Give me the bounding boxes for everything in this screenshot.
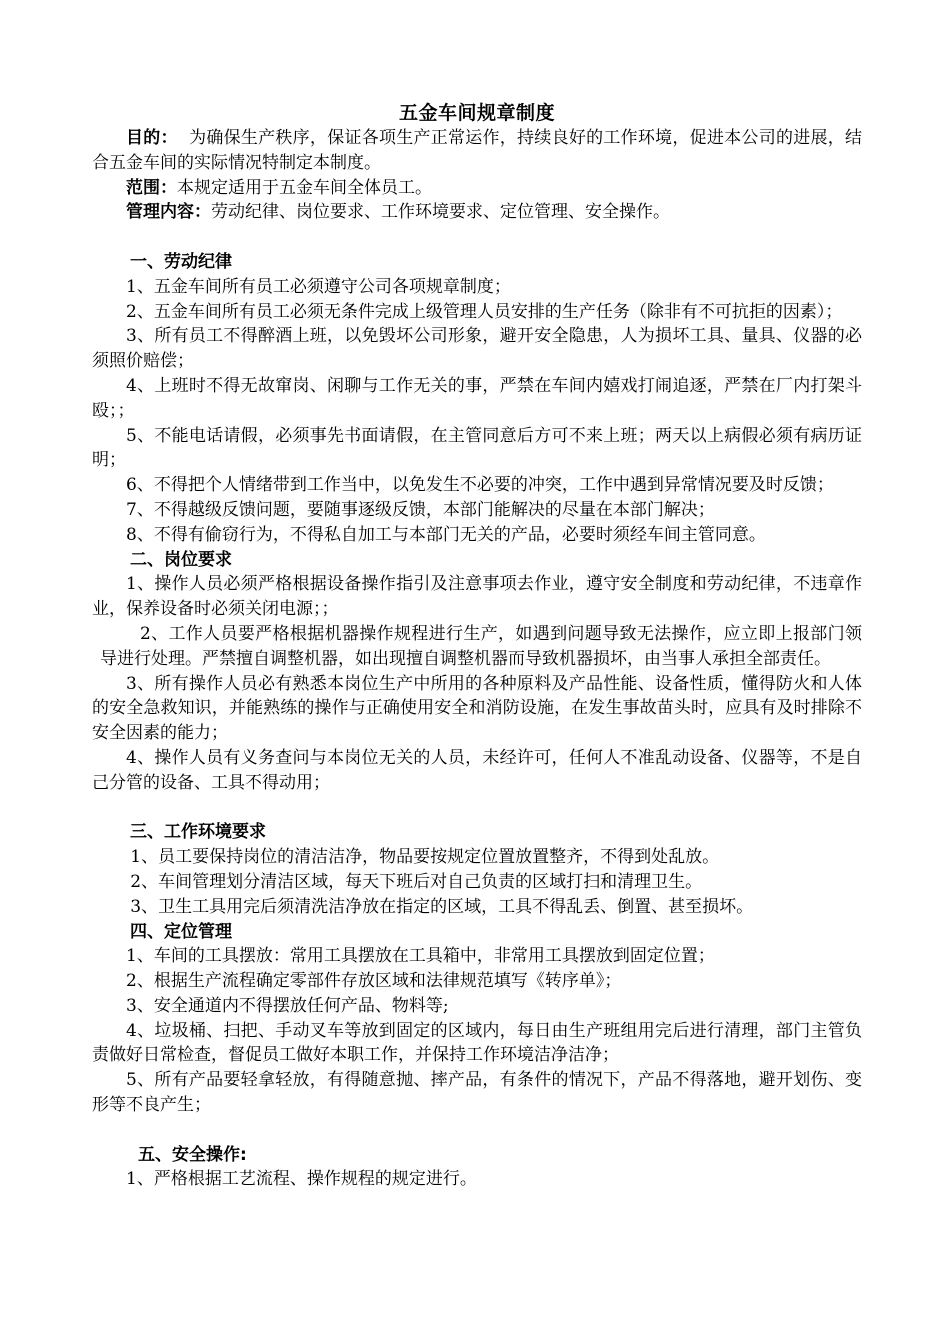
- spacer: [92, 225, 862, 250]
- list-item: 3、卫生工具用完后须清洗洁净放在指定的区域，工具不得乱丢、倒置、甚至损坏。: [130, 896, 754, 917]
- document-page: [92, 100, 862, 1192]
- scope-text: 本规定适用于五金车间全体员工。: [177, 177, 432, 198]
- purpose-label: 目的：: [126, 128, 178, 148]
- section-heading-safe-operation: 五、安全操作:: [138, 1144, 247, 1165]
- list-item: 1、严格根据工艺流程、操作规程的规定进行。: [126, 1169, 477, 1190]
- content-label: 管理内容：: [126, 202, 211, 223]
- purpose-text: 为确保生产秩序，保证各项生产正常运作，持续良好的工作环境，促进本公司的进展，结合五金车间的实际情况特制定本制度。: [92, 128, 862, 173]
- list-item: 1、员工要保持岗位的清洁洁净，物品要按规定位置放置整齐，不得到处乱放。: [130, 847, 720, 868]
- list-item: 1、操作人员必须严格根据设备操作指引及注意事项去作业，遵守安全制度和劳动纪律，不违章作业，保养设备时必须关闭电源；；: [92, 574, 862, 620]
- list-item: 4、上班时不得无故窜岗、闲聊与工作无关的事，严禁在车间内嬉戏打闹追逐，严禁在厂内打架斗殴；；: [92, 375, 862, 421]
- list-item: 5、所有产品要轻拿轻放，有得随意抛、摔产品，有条件的情况下，产品不得落地，避开划伤、变形等不良产生；: [92, 1070, 862, 1116]
- list-item: 2、车间管理划分清洁区域，每天下班后对自己负责的区域打扫和清理卫生。: [130, 871, 703, 892]
- content-paragraph: [92, 200, 862, 225]
- list-item: 4、垃圾桶、扫把、手动叉车等放到固定的区域内，每日由生产班组用完后进行清理，部门主管负责做好日常检查，督促员工做好本职工作，并保持工作环境洁净洁净；: [92, 1020, 862, 1066]
- spacer: [92, 1118, 862, 1143]
- section-heading-labor-discipline: 一、劳动纪律: [130, 251, 232, 272]
- list-item: 4、操作人员有义务查问与本岗位无关的人员，未经许可，任何人不准乱动设备、仪器等，不是自己分管的设备、工具不得动用；: [92, 747, 862, 793]
- section-heading-work-environment: 三、工作环境要求: [130, 822, 266, 843]
- list-item: 7、不得越级反馈问题，要随事逐级反馈，本部门能解决的尽量在本部门解决；: [126, 499, 715, 520]
- list-item: 3、所有操作人员必有熟悉本岗位生产中所用的各种原料及产品性能、设备性质，懂得防火和人体的安全急救知识，并能熟练的操作与正确使用安全和消防设施，在发生事故苗头时，应具有及时排除不安全因素的能力；: [92, 673, 862, 744]
- purpose-paragraph: [92, 126, 862, 176]
- spacer: [92, 796, 862, 821]
- list-item: 3、所有员工不得醉酒上班，以免毁坏公司形象，避开安全隐患，人为损坏工具、量具、仪器的必须照价赔偿；: [92, 326, 862, 372]
- list-item: 1、五金车间所有员工必须遵守公司各项规章制度；: [126, 276, 511, 297]
- section-heading-job-requirements: 二、岗位要求: [130, 549, 232, 570]
- list-item: 3、安全通道内不得摆放任何产品、物料等;: [126, 995, 449, 1016]
- scope-paragraph: [92, 176, 862, 201]
- document-title: 五金车间规章制度: [398, 102, 555, 124]
- list-item: 6、不得把个人情绪带到工作当中，以免发生不必要的冲突，工作中遇到异常情况要及时反馈；: [126, 475, 834, 496]
- list-item: 1、车间的工具摆放：常用工具摆放在工具箱中，非常用工具摆放到固定位置；: [126, 946, 715, 967]
- list-item: 2、工作人员要严格根据机器操作规程进行生产，如遇到问题导致无法操作，应立即上报部门领导进行处理。严禁擅自调整机器，如出现擅自调整机器而导致机器损坏，由当事人承担全部责任。: [100, 623, 862, 669]
- list-item: 2、五金车间所有员工必须无条件完成上级管理人员安排的生产任务（除非有不可抗拒的因素）；: [126, 301, 843, 322]
- list-item: 8、不得有偷窃行为，不得私自加工与本部门无关的产品，必要时须经车间主管同意。: [126, 524, 766, 545]
- content-text: 劳动纪律、岗位要求、工作环境要求、定位管理、安全操作。: [211, 202, 670, 223]
- section-heading-position-management: 四、定位管理: [130, 921, 232, 942]
- list-item: 5、不能电话请假，必须事先书面请假，在主管同意后方可不来上班；两天以上病假必须有病历证明；: [92, 425, 862, 471]
- list-item: 2、根据生产流程确定零部件存放区域和法律规范填写《转序单》；: [126, 971, 622, 992]
- scope-label: 范围：: [126, 177, 177, 198]
